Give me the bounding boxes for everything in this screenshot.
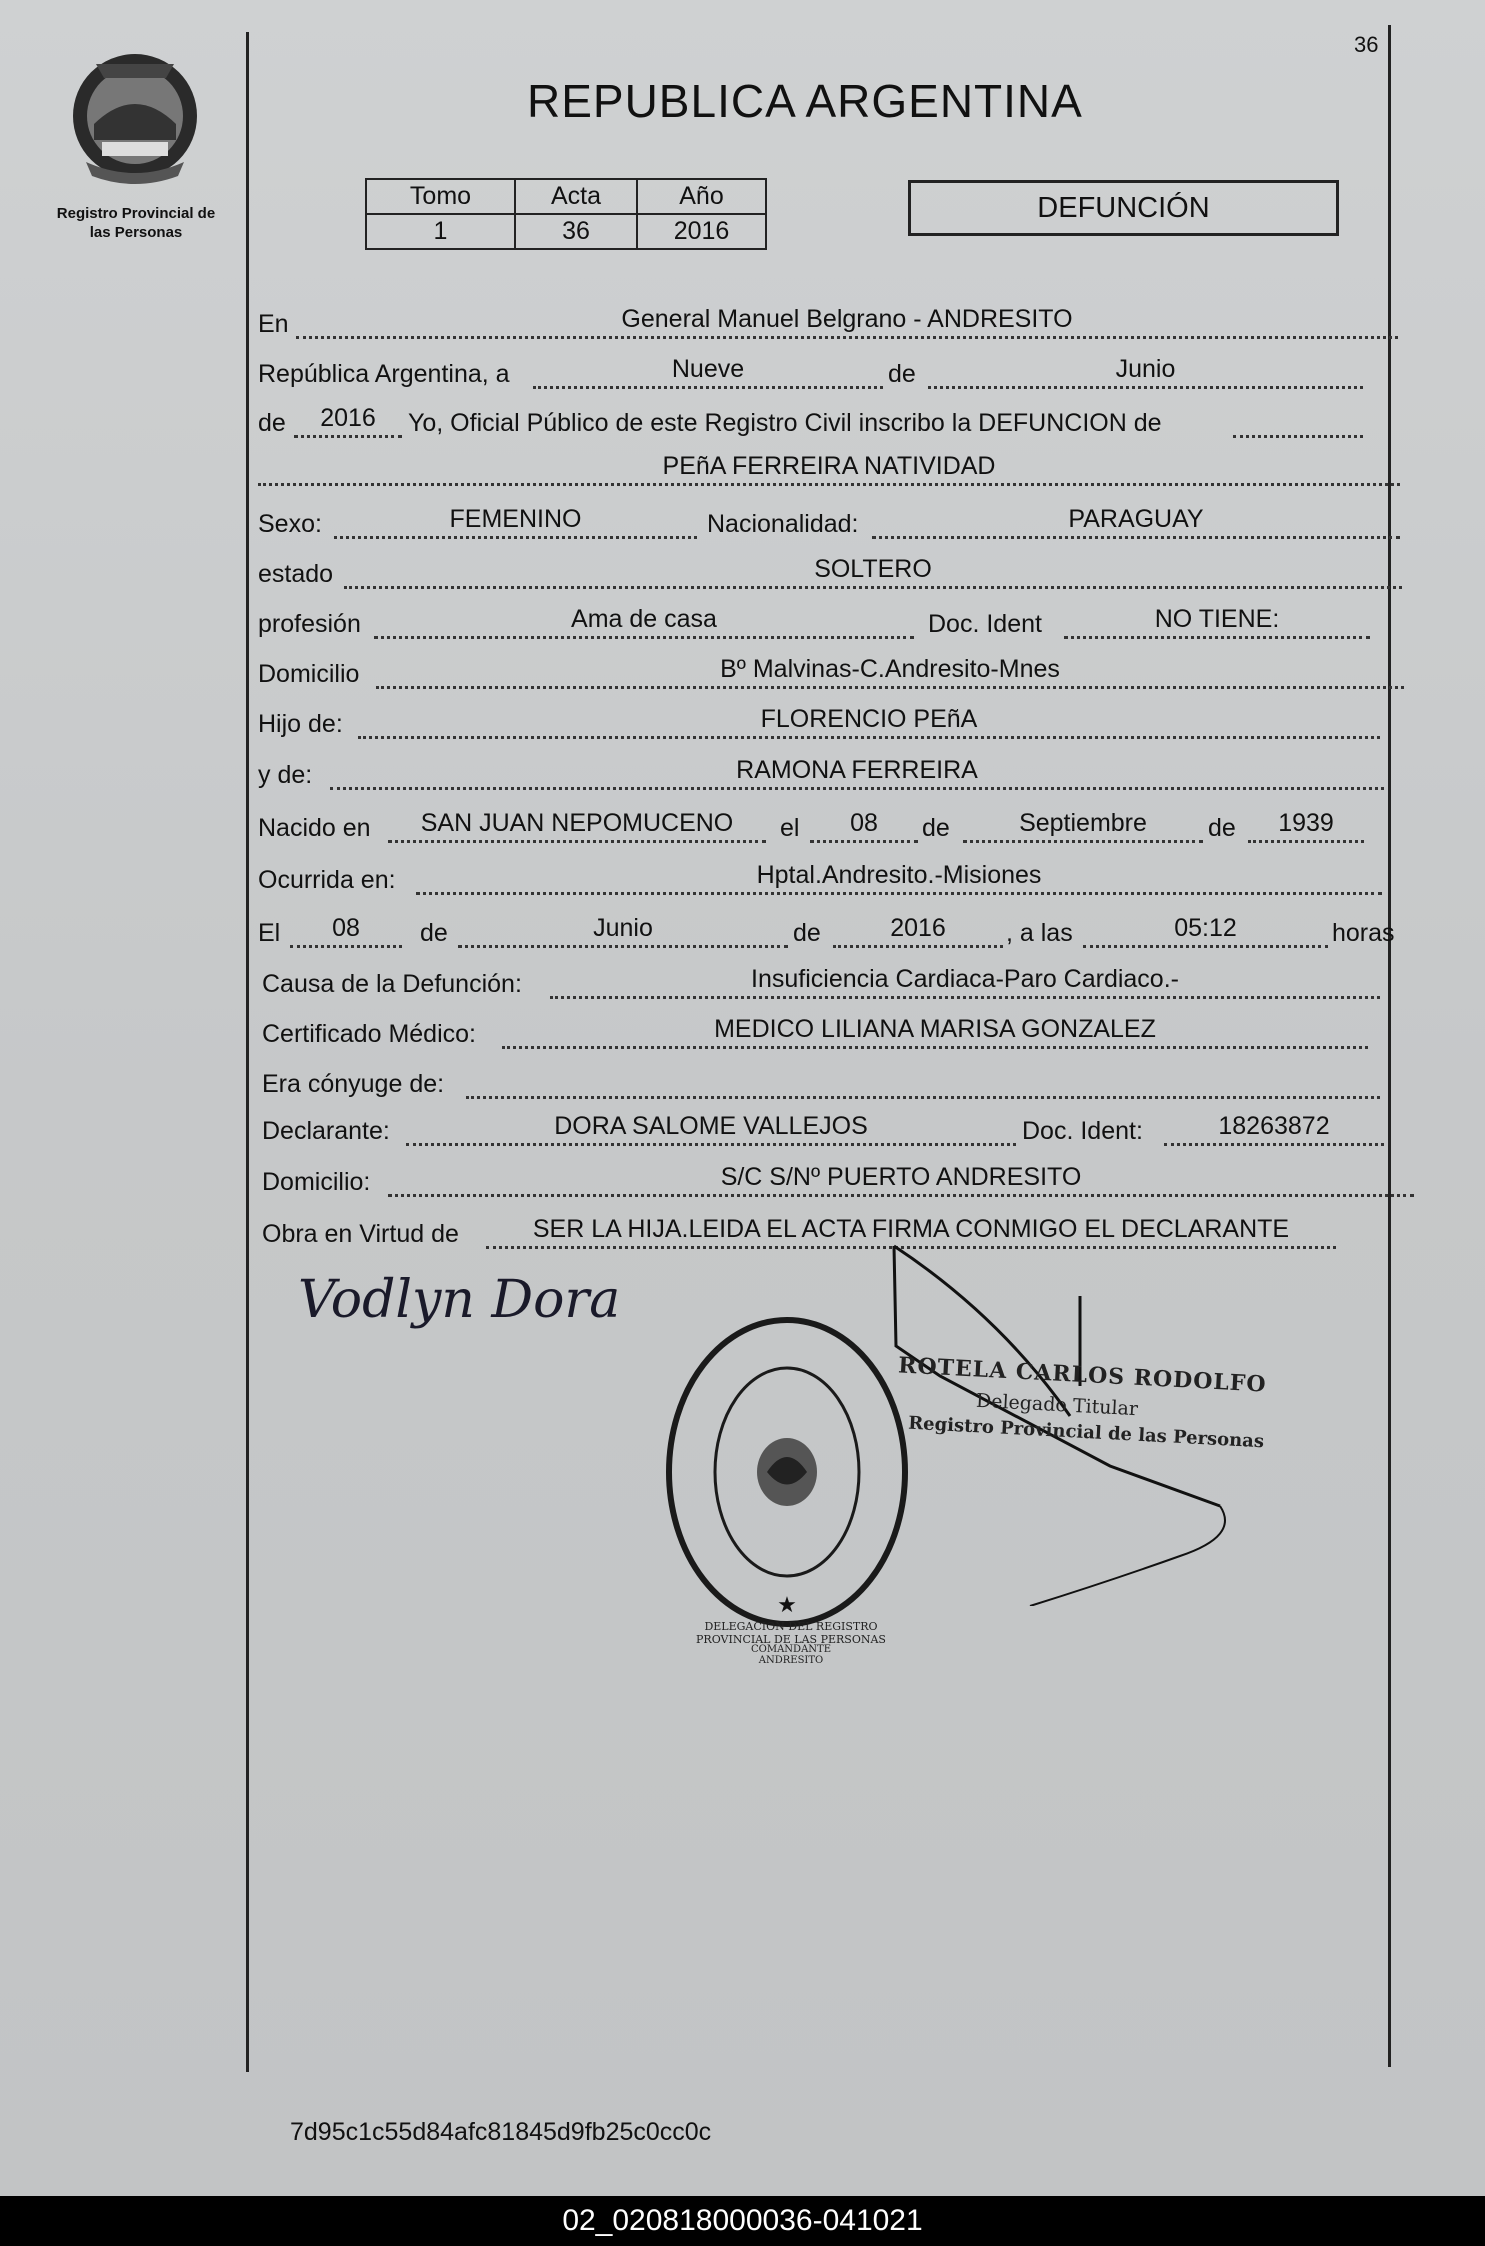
row-domicilio-declarante: Domicilio: S/C S/Nº PUERTO ANDRESITO (258, 1164, 1405, 1202)
official-office: Registro Provincial de las Personas (907, 1412, 1265, 1453)
document-hash: 7d95c1c55d84afc81845d9fb25c0cc0c (290, 2118, 712, 2146)
field-domicilio-declarante: S/C S/Nº PUERTO ANDRESITO (388, 1164, 1414, 1197)
row-declarante: Declarante: DORA SALOME VALLEJOS Doc. Ident: 18263872 (258, 1113, 1405, 1151)
row-en (258, 306, 1405, 344)
field-conyuge (466, 1066, 1380, 1099)
field-nacionalidad: PARAGUAY (872, 506, 1400, 539)
row-causa: Causa de la Defunción: Insuficiencia Cardiaca-Paro Cardiaco.- (258, 966, 1405, 1004)
record-table (365, 178, 767, 250)
field-declarante-doc: 18263872 (1164, 1113, 1384, 1146)
field-profesion: Ama de casa (374, 606, 914, 639)
row-conyuge: Era cónyuge de: (258, 1066, 1405, 1104)
table-value-ano: 2016 (637, 214, 766, 249)
row-obra: Obra en Virtud de SER LA HIJA.LEIDA EL ACTA FIRMA CONMIGO EL DECLARANTE (258, 1216, 1405, 1254)
field-madre: RAMONA FERREIRA (330, 757, 1384, 790)
table-value-tomo: 1 (366, 214, 515, 249)
field-lugar-nacimiento: SAN JUAN NEPOMUCENO (388, 810, 766, 843)
row-year: de 2016 Yo, Oficial Público de este Registro Civil inscribo la DEFUNCION de (258, 405, 1405, 443)
field-padre: FLORENCIO PEñA (358, 706, 1380, 739)
act-type-box: DEFUNCIÓN (908, 180, 1339, 236)
field-ocurrida: Hptal.Andresito.-Misiones (416, 862, 1382, 895)
table-header-tomo: Tomo (366, 179, 515, 214)
field-nac-mes: Septiembre (963, 810, 1203, 843)
row-domicilio: Domicilio Bº Malvinas-C.Andresito-Mnes (258, 656, 1405, 694)
table-value-acta: 36 (515, 214, 637, 249)
page-title: REPUBLICA ARGENTINA (527, 75, 1083, 127)
official-name: ROTELA CARLOS RODOLFO (897, 1352, 1268, 1398)
row-sexo: Sexo: FEMENINO Nacionalidad: PARAGUAY (258, 506, 1405, 544)
seal-inner-text: COMANDANTE ANDRESITO (750, 1644, 832, 1666)
field-obra: SER LA HIJA.LEIDA EL ACTA FIRMA CONMIGO EL DECLARANTE (486, 1216, 1336, 1249)
field-en: General Manuel Belgrano - ANDRESITO (296, 306, 1398, 339)
field-estado: SOLTERO (344, 556, 1402, 589)
field-declarante: DORA SALOME VALLEJOS (406, 1113, 1016, 1146)
label-en: En (258, 310, 289, 338)
registry-seal-stamp (662, 1312, 912, 1632)
table-header-ano: Año (637, 179, 766, 214)
row-republica: República Argentina, a Nueve de Junio (258, 356, 1405, 394)
official-role: Delegado Titular (975, 1389, 1139, 1421)
scan-id-bar: 02_020818000036-041021 (0, 2196, 1485, 2246)
row-hijo: Hijo de: FLORENCIO PEñA (258, 706, 1405, 744)
left-border-line (246, 32, 249, 2072)
page-number: 36 (1354, 32, 1379, 57)
misiones-coat-of-arms-icon (66, 44, 204, 184)
row-name (258, 453, 1405, 491)
seal-outer-text: DELEGACION DEL REGISTRO PROVINCIAL DE LAS PERSONAS (696, 1620, 886, 1646)
field-certificado: MEDICO LILIANA MARISA GONZALEZ (502, 1016, 1368, 1049)
field-deceased-name: PEñA FERREIRA NATIVIDAD (258, 453, 1400, 486)
row-nacido: Nacido en SAN JUAN NEPOMUCENO el 08 de Septiembre de 1939 (258, 810, 1405, 848)
declarant-signature: Vodlyn Dora (298, 1270, 621, 1330)
field-year: 2016 (294, 405, 402, 438)
field-nac-anio: 1939 (1248, 810, 1364, 843)
field-month: Junio (928, 356, 1363, 389)
row-certificado: Certificado Médico: MEDICO LILIANA MARISA GONZALEZ (258, 1016, 1405, 1054)
field-day: Nueve (533, 356, 883, 389)
field-def-hora: 05:12 (1083, 915, 1328, 948)
row-estado: estado SOLTERO (258, 556, 1405, 594)
row-ocurrida: Ocurrida en: Hptal.Andresito.-Misiones (258, 862, 1405, 900)
registry-caption: Registro Provincial de las Personas (56, 205, 216, 241)
field-def-dia: 08 (290, 915, 402, 948)
field-def-mes: Junio (458, 915, 788, 948)
row-fecha-defuncion: El 08 de Junio de 2016 , a las 05:12 horas (258, 914, 1395, 947)
svg-text:★: ★ (777, 1593, 797, 1618)
row-profesion: profesión Ama de casa Doc. Ident NO TIENE: (258, 606, 1405, 644)
field-causa: Insuficiencia Cardiaca-Paro Cardiaco.- (550, 966, 1380, 999)
field-doc: NO TIENE: (1064, 606, 1370, 639)
field-nac-dia: 08 (810, 810, 918, 843)
field-def-anio: 2016 (833, 915, 1003, 948)
table-header-acta: Acta (515, 179, 637, 214)
field-sexo: FEMENINO (334, 506, 697, 539)
field-domicilio: Bº Malvinas-C.Andresito-Mnes (376, 656, 1404, 689)
row-madre: y de: RAMONA FERREIRA (258, 757, 1405, 795)
